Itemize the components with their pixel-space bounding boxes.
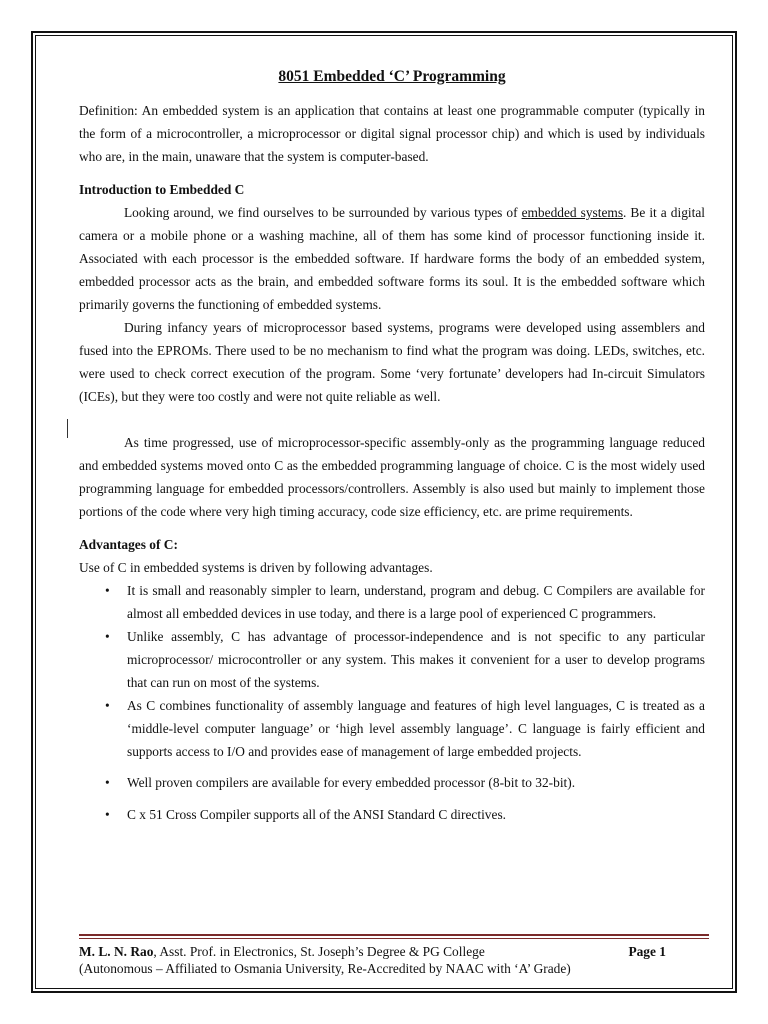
intro-p1-text-after: . Be it a digital camera or a mobile phone or a washing machine, all of them has some kind of processor functioning inside it. Associated with each processor is the embedded software. If hardware forms the body of an embedded system, embedded processor acts as the brain, and embedded software forms its soul. It is the embedded software which primarily governs the functioning of embedded systems.	[79, 205, 705, 312]
intro-heading: Introduction to Embedded C	[79, 182, 245, 197]
embedded-systems-link[interactable]: embedded systems	[521, 205, 624, 220]
intro-paragraph-3: As time progressed, use of microprocessor-specific assembly-only as the programming language reduced and embedded systems moved onto C as the embedded programming language of choice. C is the most widely used programming language for embedded processors/controllers. Assembly is also used but mainly to implement those portions of the code where very high timing accuracy, code size efficiency, etc. are prime requirements.	[79, 435, 705, 519]
advantages-lead: Use of C in embedded systems is driven by following advantages.	[79, 560, 433, 575]
list-item-text: Unlike assembly, C has advantage of processor-independence and is not specific to any particular microprocessor/ microcontroller or any system. This makes it convenient for a user to develop programs that can run on most of the systems.	[127, 629, 705, 690]
definition-paragraph: Definition: An embedded system is an application that contains at least one programmable computer (typically in the form of a microcontroller, a microprocessor or digital signal processor chip) and which is used by individuals who are, in the main, unaware that the system is computer-based.	[79, 103, 705, 164]
intro-paragraph-1	[79, 201, 705, 316]
list-item	[105, 803, 705, 826]
intro-paragraph-2: During infancy years of microprocessor based systems, programs were developed using assemblers and fused into the EPROMs. There used to be no mechanism to find what the program was doing. LEDs, switches, etc. were used to check correct execution of the program. Some ‘very fortunate’ developers had In-circuit Simulators (ICEs), but they were too costly and were not quite reliable as well.	[79, 320, 705, 404]
list-item	[105, 579, 705, 625]
list-item-text: Well proven compilers are available for every embedded processor (8-bit to 32-bit).	[127, 775, 576, 790]
page-number: Page 1	[628, 944, 666, 959]
intro-p1-text-before: Looking around, we find ourselves to be surrounded by various types of	[124, 205, 522, 220]
list-item	[105, 771, 705, 794]
document-title: 8051 Embedded ‘C’ Programming	[278, 68, 506, 85]
page-footer	[79, 943, 709, 977]
list-item-text: C x 51 Cross Compiler supports all of the ANSI Standard C directives.	[127, 807, 506, 822]
footer-line-1	[79, 943, 709, 960]
advantages-heading: Advantages of C:	[79, 537, 178, 552]
list-item	[105, 694, 705, 763]
bullet-icon: •	[105, 775, 110, 790]
bullet-icon: •	[105, 807, 110, 822]
bullet-icon: •	[105, 698, 110, 713]
advantages-list	[79, 579, 705, 826]
document-body	[79, 66, 705, 826]
list-item-text: It is small and reasonably simpler to learn, understand, program and debug. C Compilers are available for almost all embedded devices in use today, and there is a large pool of experienced C programmers.	[127, 583, 705, 621]
footer-author: M. L. N. Rao	[79, 944, 154, 959]
footer-line-2: (Autonomous – Affiliated to Osmania University, Re-Accredited by NAAC with ‘A’ Grade)	[79, 961, 571, 976]
footer-rule-thin	[79, 938, 709, 939]
text-cursor	[67, 419, 68, 438]
footer-affiliation: , Asst. Prof. in Electronics, St. Joseph’s Degree & PG College	[153, 944, 485, 959]
bullet-icon: •	[105, 583, 110, 598]
list-item-text: As C combines functionality of assembly language and features of high level languages, C is treated as a ‘middle-level computer language’ or ‘high level assembly language’. C language is fairly efficient and supports access to I/O and provides ease of management of large embedded projects.	[127, 698, 705, 759]
bullet-icon: •	[105, 629, 110, 644]
footer-rule	[79, 934, 709, 936]
list-item	[105, 625, 705, 694]
